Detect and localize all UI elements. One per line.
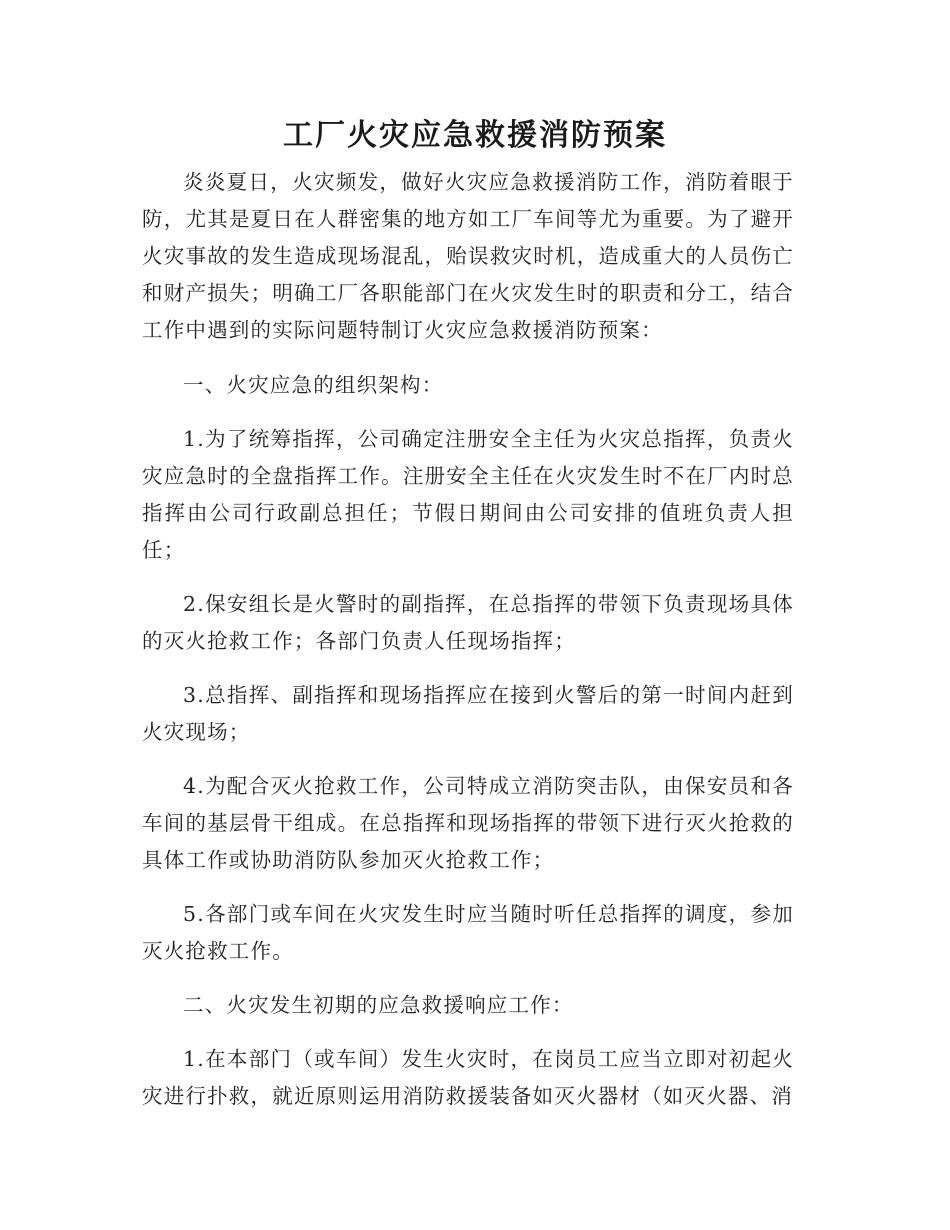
organization-item-5: 5.各部门或车间在火灾发生时应当随时听任总指挥的调度，参加灭火抢救工作。 [142,902,794,963]
intro-paragraph: 炎炎夏日，火灾频发，做好火灾应急救援消防工作，消防着眼于防，尤其是夏日在人群密集的地方如工厂车间等尤为重要。为了避开火灾事故的发生造成现场混乱，贻误救灾时机，造成重大的人员伤亡和财产损失；明确工厂各职能部门在火灾发生时的职责和分工，结合工作中遇到的实际问题特制订火灾应急救援消防预案： [142,170,794,342]
section-heading-organization: 一、火灾应急的组织架构： [183,373,444,397]
organization-item-2: 2.保安组长是火警时的副指挥，在总指挥的带领下负责现场具体的灭火抢救工作；各部门负责人任现场指挥； [142,592,794,653]
organization-item-3: 3.总指挥、副指挥和现场指挥应在接到火警后的第一时间内赶到火灾现场； [142,683,794,744]
response-item-1: 1.在本部门（或车间）发生火灾时，在岗员工应当立即对初起火灾进行扑救，就近原则运用消防救援装备如灭火器材（如灭火器、消 [142,1047,794,1108]
document-title: 工厂火灾应急救援消防预案 [283,118,667,153]
document-body [142,164,794,1132]
organization-item-4: 4.为配合灭火抢救工作，公司特成立消防突击队，由保安员和各车间的基层骨干组成。在总指挥和现场指挥的带领下进行灭火抢救的具体工作或协助消防队参加灭火抢救工作； [142,774,794,872]
section-heading-response: 二、火灾发生初期的应急救援响应工作： [183,993,574,1017]
organization-item-1: 1.为了统筹指挥，公司确定注册安全主任为火灾总指挥，负责火灾应急时的全盘指挥工作。注册安全主任在火灾发生时不在厂内时总指挥由公司行政副总担任；节假日期间由公司安排的值班负责人担任； [142,427,794,562]
